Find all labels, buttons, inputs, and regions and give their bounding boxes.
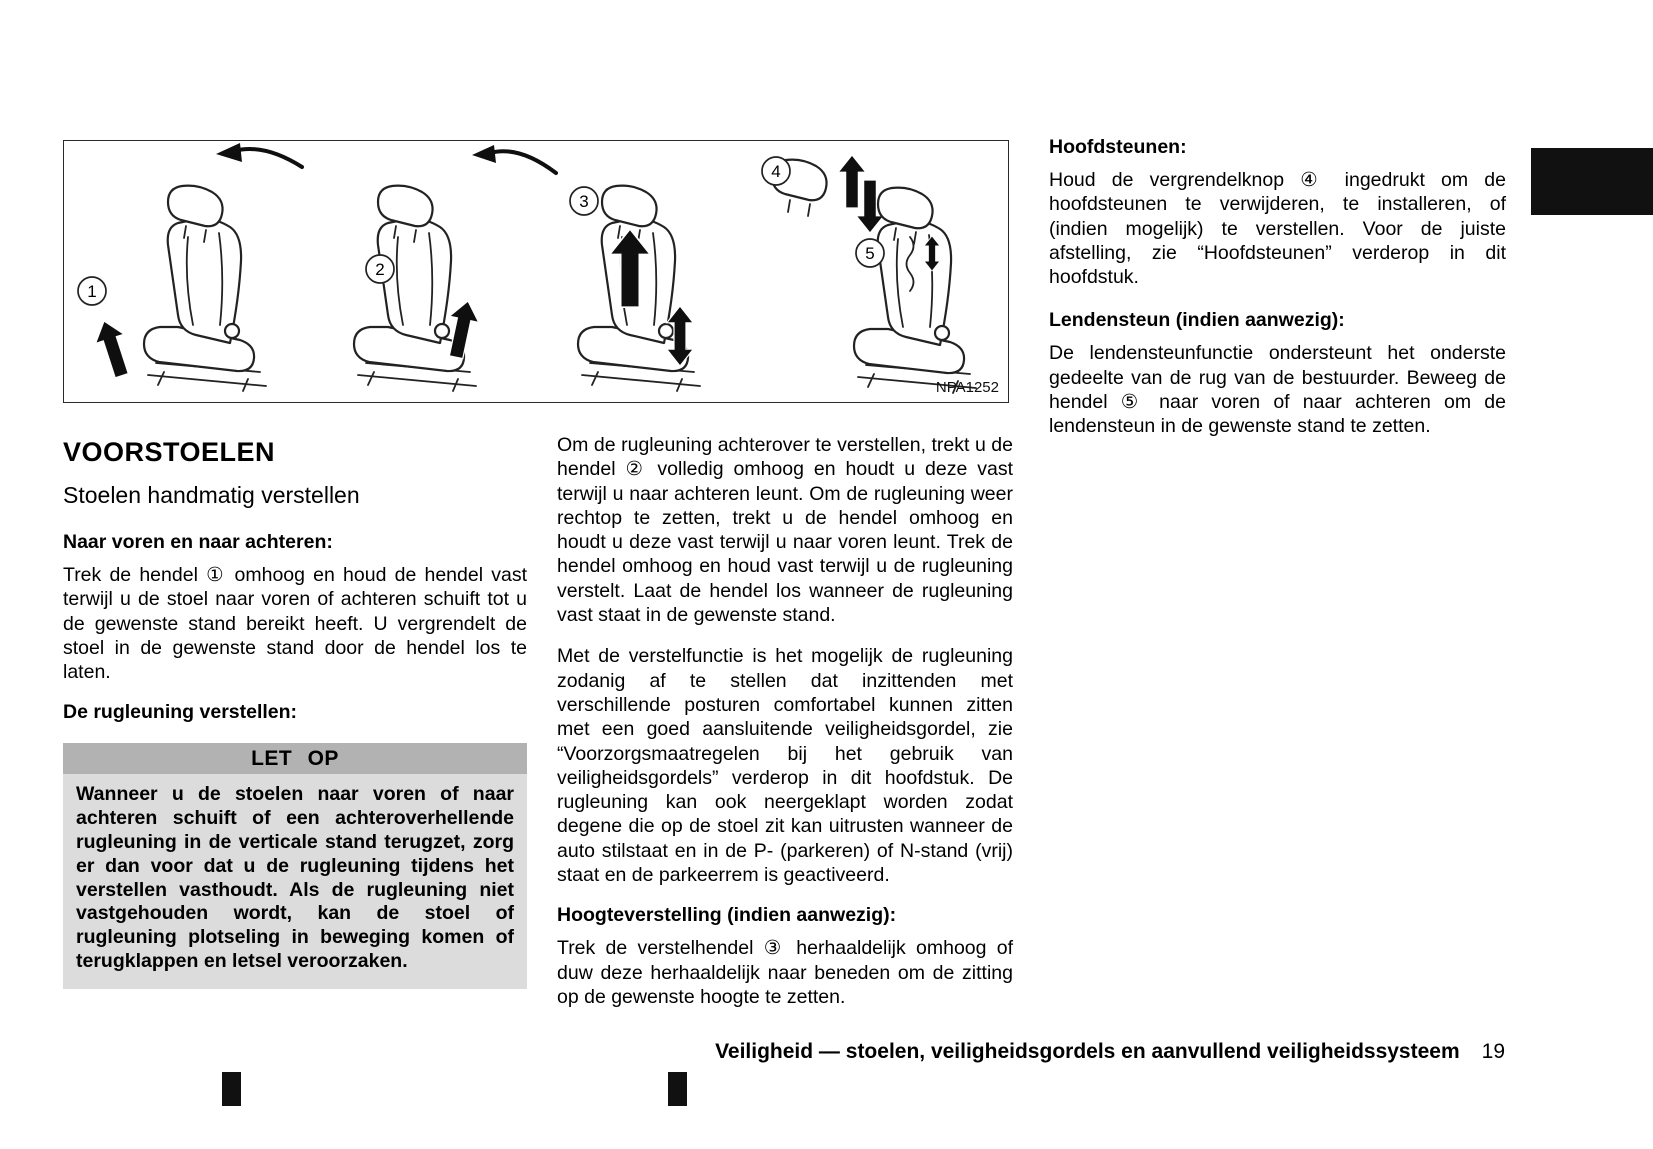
figure-callout-4 bbox=[762, 157, 790, 185]
figure-code: NPA1252 bbox=[935, 379, 999, 396]
heading-lendensteun: Lendensteun (indien aanwezig): bbox=[1049, 309, 1345, 332]
paragraph-recline: Om de rugleuning achterover te verstellen, trekt u de hendel ② volledig omhoog en houdt u deze vast terwijl u naar achteren leunt. Om de rugleuning weer rechtop te zetten, trekt u de hendel omhoog en houdt u deze vast terwijl u naar voren leunt. Trek de hendel omhoog en houd vast terwijl u de rugleuning verstelt. Laat de hendel los wanneer de rugleuning vast staat in de gewenste stand. bbox=[557, 434, 1013, 627]
caution-body: Wanneer u de stoelen naar voren of naar achteren schuift of een achteroverhellende rugleuning in de verticale stand terugzet, zorg er dan voor dat u de rugleuning tijdens het verstellen vasthoudt. Als de rugleuning niet vastgehouden wordt, kan de stoel of rugleuning plotseling in beweging komen of terugklappen en letsel veroorzaken. bbox=[63, 774, 527, 988]
paragraph-lumbar: De lendensteunfunctie ondersteunt het onderste gedeelte van de rug van de bestuurder. Beweeg de hendel ⑤ naar voren of naar achteren om de lendensteun in de gewenste stand te zetten. bbox=[1049, 342, 1506, 438]
column-left bbox=[63, 437, 527, 989]
print-mark-left bbox=[222, 1072, 241, 1106]
slide-direction-arrow bbox=[216, 143, 242, 162]
svg-text:4: 4 bbox=[771, 162, 781, 181]
seat-3-illustration bbox=[578, 186, 700, 391]
section-subtitle: Stoelen handmatig verstellen bbox=[63, 482, 360, 508]
seat-diagrams-illustration bbox=[64, 141, 1008, 402]
figure-callout-2 bbox=[366, 255, 394, 283]
column-middle bbox=[557, 433, 1013, 1026]
paragraph-headrest: Houd de vergrendelknop ④ ingedrukt om de hoofdsteunen te verwijderen, te installeren, of (indien mogelijk) te verstellen. Voor de juiste afstelling, zie “Hoofdsteunen” verderop in dit hoofdstuk. bbox=[1049, 169, 1506, 289]
seat-adjustment-figure bbox=[63, 140, 1009, 403]
page-number: 19 bbox=[1481, 1040, 1505, 1063]
caution-box bbox=[63, 743, 527, 988]
svg-text:2: 2 bbox=[375, 260, 385, 279]
heading-rugleuning-verstellen: De rugleuning verstellen: bbox=[63, 701, 298, 724]
column-right bbox=[1049, 136, 1506, 456]
headrest-up-arrow bbox=[838, 155, 866, 208]
svg-text:5: 5 bbox=[865, 244, 875, 263]
heading-naar-voren-achteren: Naar voren en naar achteren: bbox=[63, 531, 333, 553]
recline-direction-arrow bbox=[472, 145, 496, 163]
caution-title: LET OP bbox=[63, 743, 527, 774]
figure-callout-3 bbox=[570, 187, 598, 215]
chapter-tab-marker bbox=[1531, 148, 1653, 215]
page-footer bbox=[63, 1040, 1505, 1064]
figure-callout-1 bbox=[78, 277, 106, 305]
print-mark-right bbox=[668, 1072, 687, 1106]
heading-hoogteverstelling: Hoogteverstelling (indien aanwezig): bbox=[557, 904, 897, 927]
paragraph-recline-function: Met de verstelfunctie is het mogelijk de rugleuning zodanig af te stellen dat inzittenden met verschillende posturen comfortabel kunnen zitten met een goed aansluitende veiligheidsgordel, zie “Voorzorgsmaatregelen bij het gebruik van veiligheidsgordels” verderop in dit hoofdstuk. De rugleuning kan ook neergeklapt worden zodat degene die op de stoel zit kan uitrusten wanneer de auto stilstaat en in de P- (parkeren) of N-stand (vrij) staat en de parkeerrem is geactiveerd. bbox=[557, 645, 1013, 887]
heading-hoofdsteunen: Hoofdsteunen: bbox=[1049, 136, 1187, 158]
paragraph-height-adjust: Trek de verstelhendel ③ herhaaldelijk omhoog of duw deze herhaaldelijk naar beneden om de zitting op de gewenste hoogte te zetten. bbox=[557, 937, 1013, 1008]
paragraph-slide-adjust: Trek de hendel ① omhoog en houd de hendel vast terwijl u de stoel naar voren of achteren schuift tot u de gewenste stand bereikt heeft. U vergrendelt de stoel in de gewenste stand door de hendel los te laten. bbox=[63, 564, 527, 684]
seat-1-illustration bbox=[90, 143, 302, 391]
slide-arrow bbox=[90, 316, 136, 380]
svg-text:1: 1 bbox=[87, 282, 97, 301]
figure-callout-5 bbox=[856, 239, 884, 267]
footer-chapter-title: Veiligheid — stoelen, veiligheidsgordels en aanvullend veiligheidssysteem bbox=[715, 1040, 1460, 1063]
page-title: VOORSTOELEN bbox=[63, 437, 276, 467]
svg-text:3: 3 bbox=[579, 192, 589, 211]
